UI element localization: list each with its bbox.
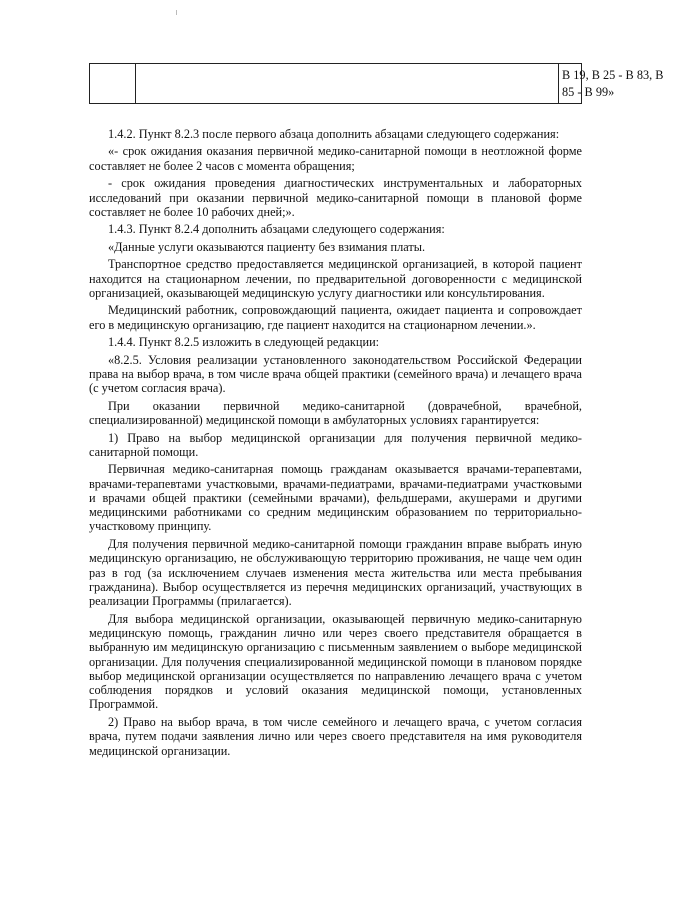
table-cell-description bbox=[135, 64, 559, 103]
paragraph: «Данные услуги оказываются пациенту без взимания платы. bbox=[108, 239, 426, 254]
paragraph: - срок ожидания проведения диагностических инструментальных и лабораторных исследований при оказании первичной медико-санитарной помощи в плановой форме составляет не более 10 рабочих дней;». bbox=[89, 176, 582, 219]
paragraph: 1) Право на выбор медицинской организации для получения первичной медико-санитарной помощи. bbox=[89, 430, 582, 459]
document-body bbox=[89, 127, 582, 761]
paragraph: 2) Право на выбор врача, в том числе семейного и лечащего врача, с учетом согласия врача, путем подачи заявления лично или через своего представителя на имя руководителя медицинской организации. bbox=[89, 714, 582, 758]
paragraph: Первичная медико-санитарная помощь гражданам оказывается врачами-терапевтами, врачами-терапевтами участковыми, врачами-педиатрами, врачами-педиатрами участковыми и врачами общей практики (семейными врачами), фельдшерами, акушерами и другими медицинскими работниками со средним медицинским образованием по территориально-участковому принципу. bbox=[89, 462, 582, 534]
scan-mark bbox=[176, 10, 177, 15]
paragraph: 1.4.2. Пункт 8.2.3 после первого абзаца дополнить абзацами следующего содержания: bbox=[108, 127, 560, 141]
table-cell-code: В 19, В 25 - В 83, В 85 - В 99» bbox=[562, 68, 664, 99]
paragraph: Для получения первичной медико-санитарной помощи гражданин вправе выбрать иную медицинскую организацию, не обслуживающую территорию проживания, не чаще чем один раз в год (за исключением случаев изменения места жительства или места пребывания гражданина). Выбор осуществляется из перечня медицинских организаций, участвующих в реализации Программы (прилагается). bbox=[89, 536, 582, 609]
table-fragment bbox=[89, 63, 664, 104]
paragraph: 1.4.3. Пункт 8.2.4 дополнить абзацами следующего содержания: bbox=[108, 222, 445, 237]
paragraph: При оказании первичной медико-санитарной (доврачебной, врачебной, специализированной) медицинской помощи в амбулаторных условиях гарантируется: bbox=[89, 398, 582, 428]
paragraph: 1.4.4. Пункт 8.2.5 изложить в следующей редакции: bbox=[108, 335, 380, 350]
paragraph: Медицинский работник, сопровождающий пациента, ожидает пациента и сопровождает его в медицинскую организацию, где пациент находится на стационарном лечении.». bbox=[89, 303, 582, 332]
paragraph: Для выбора медицинской организации, оказывающей первичную медико-санитарную медицинскую помощь, гражданин лично или через своего представителя обращается в выбранную им медицинскую организацию с письменным заявлением о выборе медицинской организации. Для получения специализированной медицинской помощи в плановом порядке выбор медицинской организации осуществляется по направлению лечащего врача с учетом соблюдения порядков и условий оказания медицинской помощи, установленных Программой. bbox=[89, 611, 582, 712]
table-cell-number bbox=[90, 64, 136, 103]
paragraph: «8.2.5. Условия реализации установленного законодательством Российской Федерации права на выбор врача, в том числе врача общей практики (семейного врача) и лечащего врача (с учетом согласия врача). bbox=[89, 352, 582, 396]
paragraph: Транспортное средство предоставляется медицинской организацией, в которой пациент находится на стационарном лечении, по предварительной договоренности с медицинской организацией, оказывающей медицинскую услугу диагностики или консультирования. bbox=[89, 257, 582, 300]
paragraph: «- срок ожидания оказания первичной медико-санитарной помощи в неотложной форме составляет не более 2 часов с момента обращения; bbox=[89, 144, 582, 173]
